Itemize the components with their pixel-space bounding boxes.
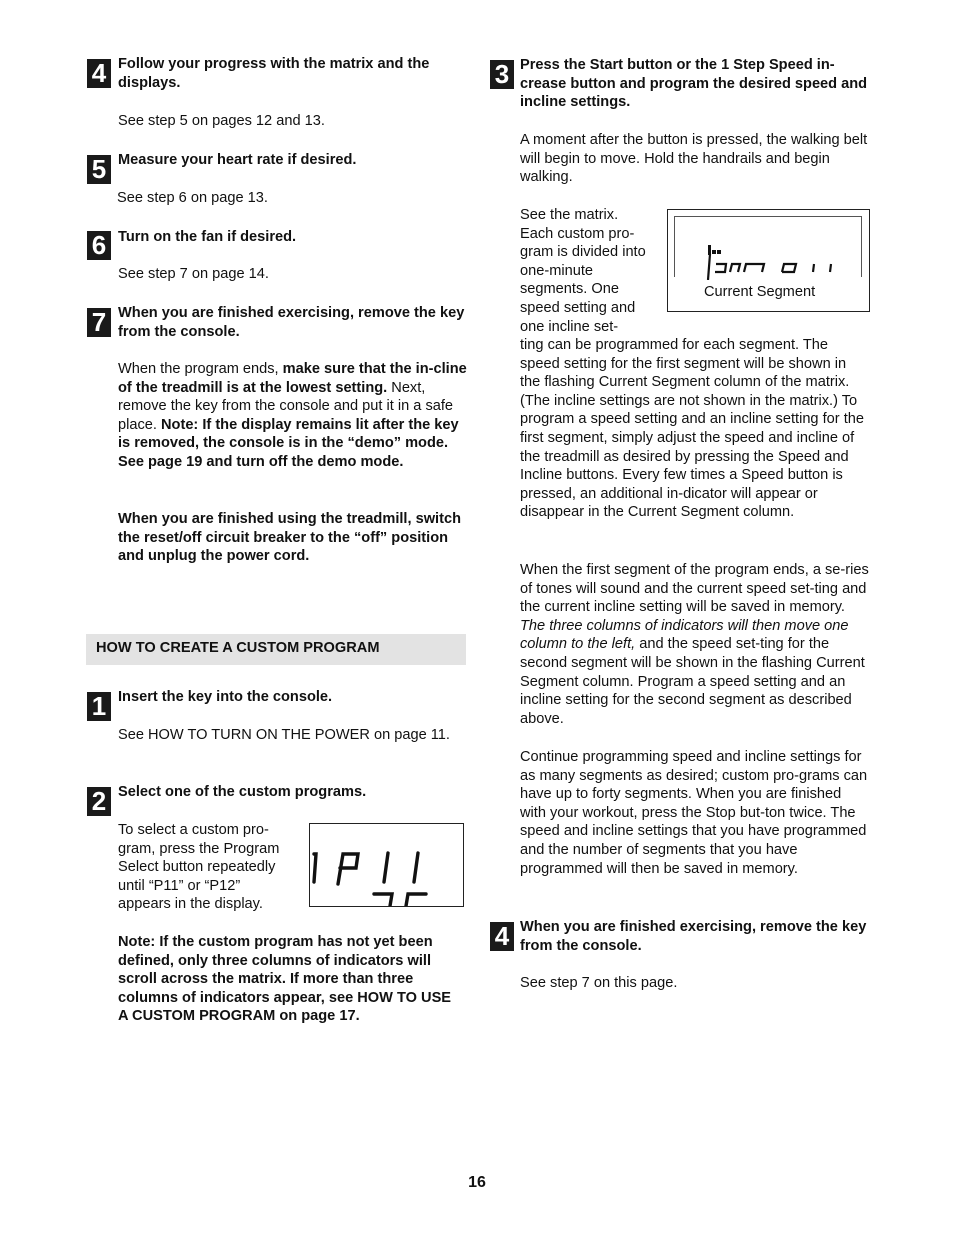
step-title: When you are finished exercising, remove the key from the console. — [118, 305, 465, 340]
step-title: Measure your heart rate if desired. — [118, 152, 357, 168]
matrix-display — [667, 209, 870, 312]
step-note: Note: If the custom program has not yet been defined, only three columns of indicators will scroll across the matrix. If more than three columns of indicators appear, see HOW TO USE A CUSTOM PROGRAM on page 17. — [118, 934, 452, 1025]
step-body: See step 5 on pages 12 and 13. — [118, 113, 325, 129]
lcd-segment-digits — [310, 824, 463, 906]
step-title: Follow your progress with the matrix and the displays. — [118, 56, 430, 91]
step-number-badge: 5 — [87, 155, 111, 184]
step-body: See step 7 on this page. — [520, 975, 678, 991]
step-title: Press the Start button or the 1 Step Speed in-crease button and program the desired speed and incline settings. — [520, 57, 868, 111]
section-heading: HOW TO CREATE A CUSTOM PROGRAM — [86, 634, 466, 665]
lcd-text: P 1 1 — [310, 824, 313, 825]
step-body: A moment after the button is pressed, the walking belt will begin to move. Hold the handrails and begin walking. — [520, 132, 868, 186]
step-number-badge: 4 — [87, 59, 111, 88]
step-title: Insert the key into the console. — [118, 689, 333, 705]
step-title: Select one of the custom programs. — [118, 784, 367, 800]
step-body: Continue programming speed and incline settings for as many segments as desired; custom pro-grams can have up to forty segments. When you are finished with your workout, press the Stop but-ton twice. The speed and incline settings that you have programmed and the number of segments that you have programmed will then be saved in memory. — [520, 749, 868, 877]
step-number-badge: 4 — [490, 922, 514, 951]
step-number-badge: 3 — [490, 60, 514, 89]
step-body-wrap: See the matrix. Each custom pro-gram is divided into one-minute segments. One speed setting and one incline set- — [520, 207, 646, 335]
step-body: See step 6 on page 13. — [117, 190, 268, 206]
step-number-badge: 1 — [87, 692, 111, 721]
program-display — [309, 823, 464, 907]
step-body: When the program ends, make sure that the in-cline of the treadmill is at the lowest setting. Next, remove the key from the console and put it in a safe place. Note: If the display remains lit after the key is removed, the console is in the “demo” mode. See page 19 and turn off the demo mode. — [118, 361, 467, 470]
step-body: When the first segment of the program ends, a se-ries of tones will sound and the current speed set-ting and the current incline setting will be saved in memory. The three columns of indicators will then move one column to the left, and the speed set-ting for the second segment will be shown in the flashing Current Segment column. Program a speed setting and an incline setting for the second segment as described above. — [520, 562, 869, 727]
step-body: See HOW TO TURN ON THE POWER on page 11. — [118, 727, 450, 743]
step-number-badge: 7 — [87, 308, 111, 337]
step-warning: When you are finished using the treadmill, switch the reset/off circuit breaker to the “off” position and unplug the power cord. — [118, 511, 462, 565]
step-title: When you are finished exercising, remove the key from the console. — [520, 919, 867, 954]
step-number-badge: 6 — [87, 231, 111, 260]
step-body: See step 7 on page 14. — [118, 266, 269, 282]
matrix-label: Current Segment — [704, 284, 816, 300]
step-body: ting can be programmed for each segment. The speed setting for the first segment will be shown in the flashing Current Segment column of the matrix. (The incline settings are not shown in the matrix.) To program a speed setting and an incline setting for the first segment, simply adjust the speed and incline of the treadmill as desired by pressing the Speed and Incline buttons. Every few times a Speed button is pressed, an additional in-dicator will appear or disappear in the Current Segment column. — [520, 337, 864, 521]
step-title: Turn on the fan if desired. — [118, 229, 297, 245]
matrix-indicators — [668, 210, 869, 280]
step-body: To select a custom pro-gram, press the Program Select button repeatedly until “P11” or “P12” appears in the display. — [118, 822, 280, 913]
step-number-badge: 2 — [87, 787, 111, 816]
page-number: 16 — [468, 1174, 486, 1191]
